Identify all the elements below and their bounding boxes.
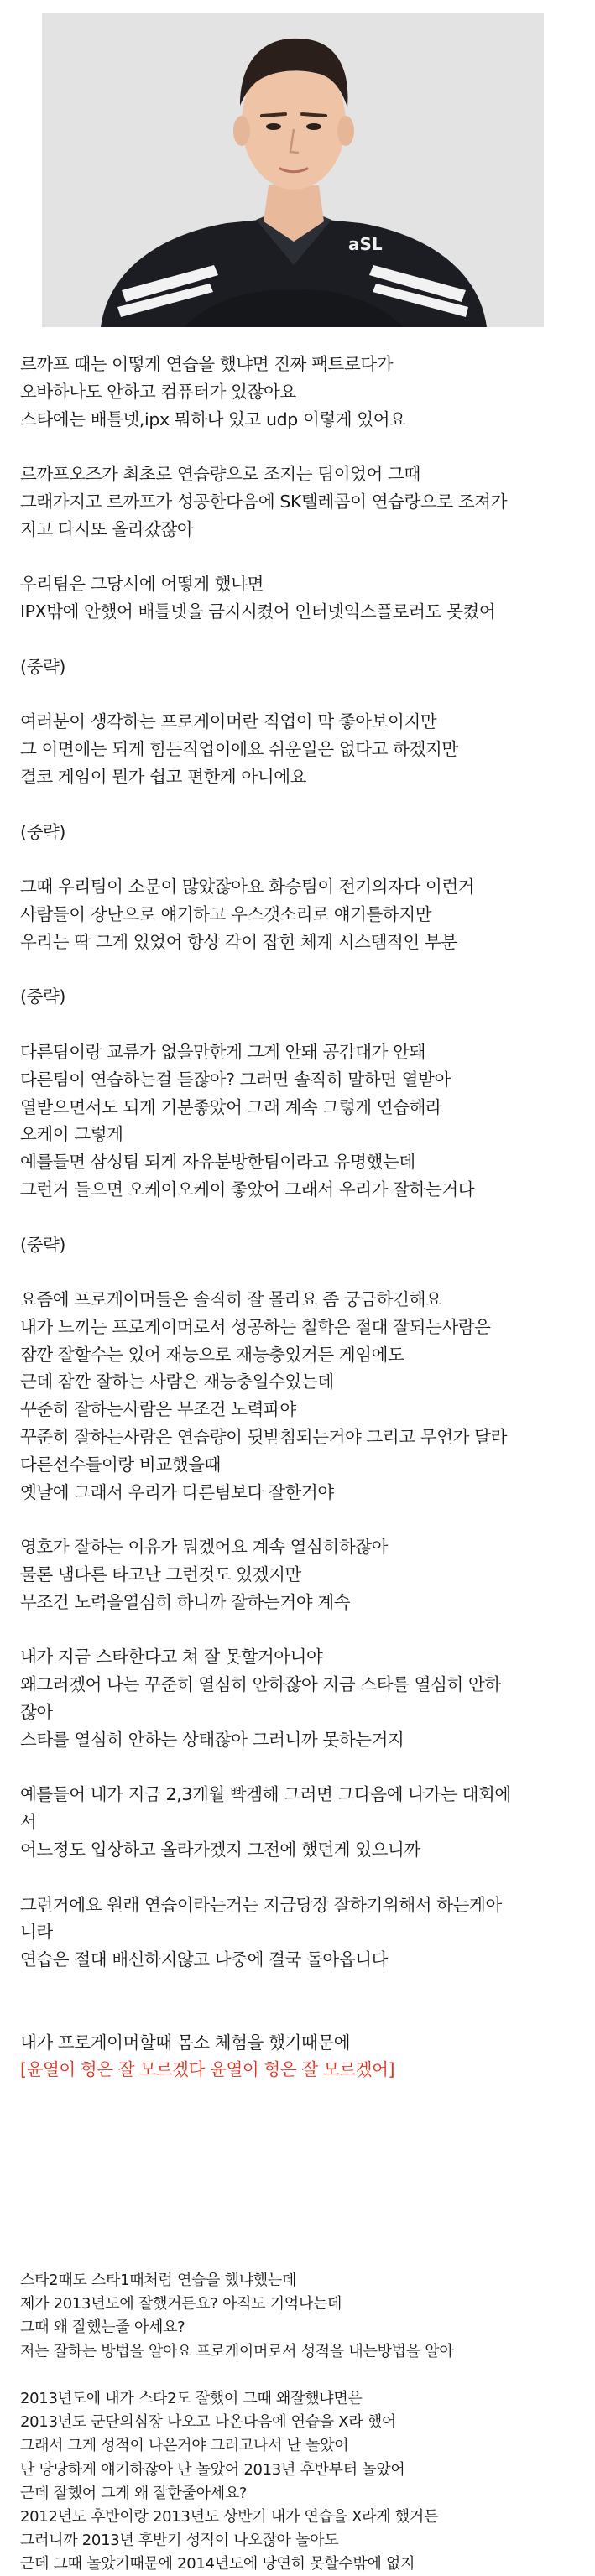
text-line: 예를들면 삼성팀 되게 자유분방한팀이라고 유명했는데 [20, 1152, 415, 1173]
text-line: 내가 느끼는 프로게이머로서 성공하는 철학은 절대 잘되는사람은 [20, 1316, 491, 1337]
text-line: 연습은 절대 배신하지않고 나중에 결국 돌아옵니다 [20, 1949, 389, 1970]
text-line: 그래가지고 르까프가 성공한다음에 SK텔레콤이 연습량으로 조져가 [20, 491, 508, 512]
text-line: 그래서 그게 성적이 나온거야 그러고나서 난 놀았어 [20, 2437, 349, 2455]
text-line: 르까프 때는 어떻게 연습을 했냐면 진짜 팩트로다가 [20, 354, 394, 374]
blank-line [20, 846, 582, 873]
text-line: IPX밖에 안했어 배틀넷을 금지시켰어 인터넷익스플로러도 못켰어 [20, 601, 496, 622]
text-line: 근데 그때 놀았기때문에 2014년도에 당연히 못할수밖에 없지 [20, 2555, 415, 2573]
text-line: 다른팀이 연습하는걸 듣잖아? 그러면 솔직히 말하면 열받아 [20, 1069, 451, 1090]
text-line: (중략) [20, 1234, 66, 1255]
blank-line [20, 791, 582, 819]
text-line: 2013년도에 내가 스타2도 잘했어 그때 왜잘했냐면은 [20, 2389, 363, 2407]
jacket-logo-text: aSL [348, 234, 383, 254]
blank-line [20, 956, 582, 984]
text-line: (중략) [20, 656, 66, 677]
blank-line [20, 626, 582, 653]
text-line: (중략) [20, 821, 66, 842]
text-line: 지고 다시또 올라갔잖아 [20, 518, 194, 539]
text-line: 내가 지금 스타한다고 쳐 잘 못할거아니야 [20, 1647, 323, 1668]
text-line: 우리팀은 그당시에 어떻게 했냐면 [20, 574, 264, 595]
text-line: 난 당당하게 얘기하잖아 난 놀았어 2013년 후반부터 놀았어 [20, 2460, 405, 2479]
text-line: 근데 잘했어 그게 왜 잘한줄아세요? [20, 2484, 248, 2502]
blank-line [20, 1616, 582, 1644]
interview-text-continued [20, 2269, 582, 2576]
text-line: 서 [20, 1812, 37, 1833]
blank-line [20, 681, 582, 709]
text-line: 스타를 열심히 안하는 상태잖아 그러니까 못하는거지 [20, 1729, 404, 1750]
text-line: 오케이 그렇게 [20, 1124, 123, 1145]
text-line: 2012년도 후반이랑 2013년도 상반기 내가 연습을 X라게 했거든 [20, 2507, 439, 2526]
text-line: 여러분이 생각하는 프로게이머란 직업이 막 좋아보이지만 [20, 711, 437, 732]
blank-line [20, 1754, 582, 1782]
blank-line [20, 1258, 582, 1286]
text-line: 무조건 노력을열심히 하니까 잘하는거야 계속 [20, 1591, 351, 1612]
text-line: 근데 잠깐 잘하는 사람은 재능충일수있는데 [20, 1371, 334, 1392]
text-line: 그때 우리팀이 소문이 많았잖아요 화승팀이 전기의자다 이런거 [20, 877, 475, 898]
profile-photo [42, 13, 544, 327]
text-line: 우리는 딱 그게 있었어 항상 각이 잡힌 체계 시스템적인 부분 [20, 931, 457, 952]
text-line: 내가 프로게이머할때 몸소 체험을 했기때문에 [20, 2032, 351, 2053]
text-line: 왜그러겠어 나는 꾸준히 열심히 안하잖아 지금 스타를 열심히 안하 [20, 1674, 501, 1695]
text-line: 다른팀이랑 교류가 없을만한게 그게 안돼 공감대가 안돼 [20, 1041, 425, 1062]
highlighted-text-line: [윤열이 형은 잘 모르겠다 윤열이 형은 잘 모르겠어] [20, 2059, 395, 2080]
text-line: 꾸준히 잘하는사람은 무조건 노력파야 [20, 1399, 296, 1420]
blank-line [20, 2364, 582, 2387]
text-line: 꾸준히 잘하는사람은 연습량이 뒷받침되는거야 그리고 무언가 달라 [20, 1427, 507, 1448]
text-line: 저는 잘하는 방법을 알아요 프로게이머로서 성적을 내는방법을 알아 [20, 2342, 454, 2360]
text-line: 그때 왜 잘했는줄 아세요? [20, 2318, 185, 2337]
text-line: 잠깐 잘할수는 있어 재능으로 재능충있거든 게임에도 [20, 1344, 404, 1365]
blank-line [20, 1011, 582, 1038]
blank-line [20, 1204, 582, 1231]
text-line: 그러니까 2013년 후반기 성적이 나오잖아 놀아도 [20, 2532, 339, 2550]
blank-line [20, 544, 582, 571]
text-line: 스타에는 배틀넷,ipx 뭐하나 있고 udp 이렇게 있어요 [20, 409, 406, 429]
text-line: 열받으면서도 되게 기분좋았어 그래 계속 그렇게 연습해라 [20, 1096, 442, 1117]
text-line: 오바하나도 안하고 컴퓨터가 있잖아요 [20, 381, 296, 402]
text-line: 스타2때도 스타1때처럼 연습을 했냐했는데 [20, 2272, 297, 2289]
text-line: 제가 2013년도에 잘했거든요? 아직도 기억나는데 [20, 2295, 342, 2313]
blank-line [20, 433, 582, 461]
text-line: 그 이면에는 되게 힘든직업이에요 쉬운일은 없다고 하겠지만 [20, 739, 458, 760]
text-line: 르까프오즈가 최초로 연습량으로 조지는 팀이었어 그때 [20, 464, 420, 485]
blank-line [20, 1974, 582, 2001]
blank-line [20, 1506, 582, 1533]
player-portrait-image [42, 13, 544, 327]
text-line: 니라 [20, 1922, 53, 1943]
text-line: 요즘에 프로게이머들은 솔직히 잘 몰라요 좀 궁금하긴해요 [20, 1289, 442, 1310]
blank-line [20, 1864, 582, 1892]
text-line: 다른선수들이랑 비교했을때 [20, 1454, 221, 1475]
text-line: 그런거 들으면 오케이오케이 좋았어 그래서 우리가 잘하는거다 [20, 1179, 475, 1200]
text-line: (중략) [20, 986, 66, 1007]
text-line: 영호가 잘하는 이유가 뭐겠어요 계속 열심히하잖아 [20, 1537, 389, 1558]
blank-line [20, 2001, 582, 2029]
text-line: 그런거에요 원래 연습이라는거는 지금당장 잘하기위해서 하는게아 [20, 1894, 502, 1915]
text-line: 잖아 [20, 1702, 53, 1723]
text-line: 옛날에 그래서 우리가 다른팀보다 잘한거야 [20, 1481, 334, 1502]
interview-text [20, 351, 582, 2084]
text-line: 예를들어 내가 지금 2,3개월 빡겜해 그러면 그다음에 나가는 대회에 [20, 1784, 511, 1805]
text-line: 2013년도 군단의심장 나오고 나온다음에 연습을 X라 했어 [20, 2413, 397, 2432]
text-line: 어느정도 입상하고 올라가겠지 그전에 했던게 있으니까 [20, 1840, 420, 1860]
text-line: 물론 냄다른 타고난 그런것도 있겠지만 [20, 1564, 301, 1585]
text-line: 결코 게임이 뭔가 쉽고 편한게 아니에요 [20, 766, 307, 787]
text-line: 사람들이 장난으로 얘기하고 우스갯소리로 얘기를하지만 [20, 903, 432, 924]
